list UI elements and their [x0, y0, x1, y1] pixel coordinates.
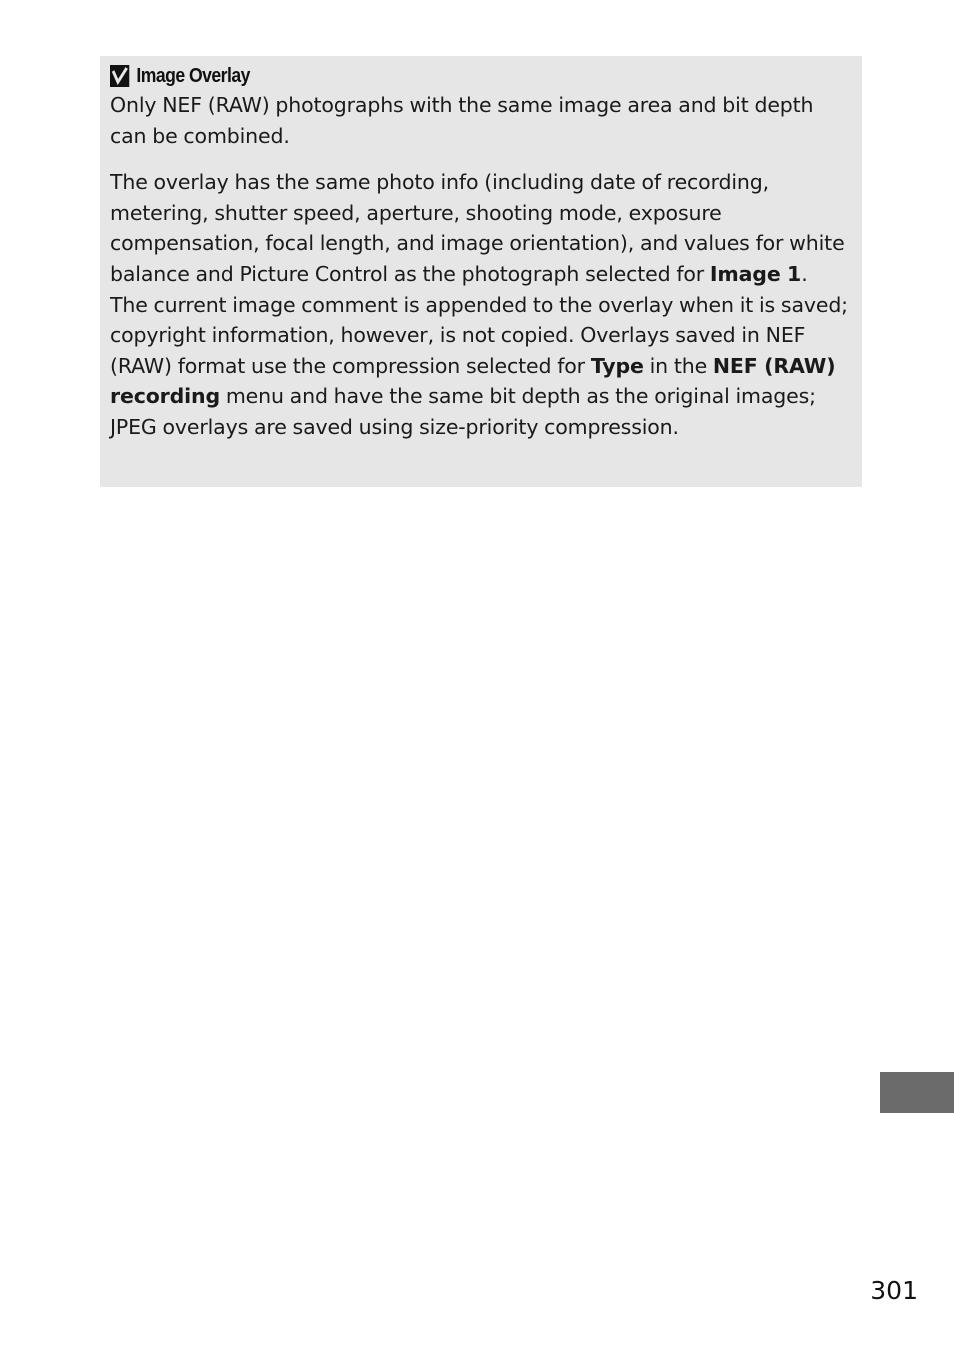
paragraph-2-text-2: . The current image comment is appended to the overlay when it is saved; copyright information, however, is not copied. Overlays saved in NEF (RAW) format use the compression selected for	[110, 261, 848, 378]
nef-raw-recording-term: NEF (RAW) recording	[110, 353, 836, 409]
section-tab-marker	[880, 1072, 954, 1113]
type-term: Type	[590, 353, 644, 378]
paragraph-2-text-1: The overlay has the same photo info (including date of recording, metering, shutter speed, aperture, shooting mode, exposure compensation, focal length, and image orientation), and values for white balance and Picture Control as the photograph selected for	[110, 170, 845, 286]
page-number: 301	[870, 1276, 918, 1305]
note-title: Image Overlay	[136, 64, 250, 87]
paragraph-2-text-4: menu and have the same bit depth as the original images; JPEG overlays are saved using size-priority compression.	[110, 384, 816, 439]
paragraph-2-text-3: in the	[643, 353, 713, 378]
check-box-icon	[110, 65, 129, 87]
image-1-term: Image 1	[709, 261, 802, 286]
note-paragraph-1: Only NEF (RAW) photographs with the same image area and bit depth can be combined.	[110, 93, 814, 148]
note-heading	[110, 62, 761, 90]
note-paragraph-2	[110, 167, 850, 442]
note-box	[100, 56, 862, 487]
